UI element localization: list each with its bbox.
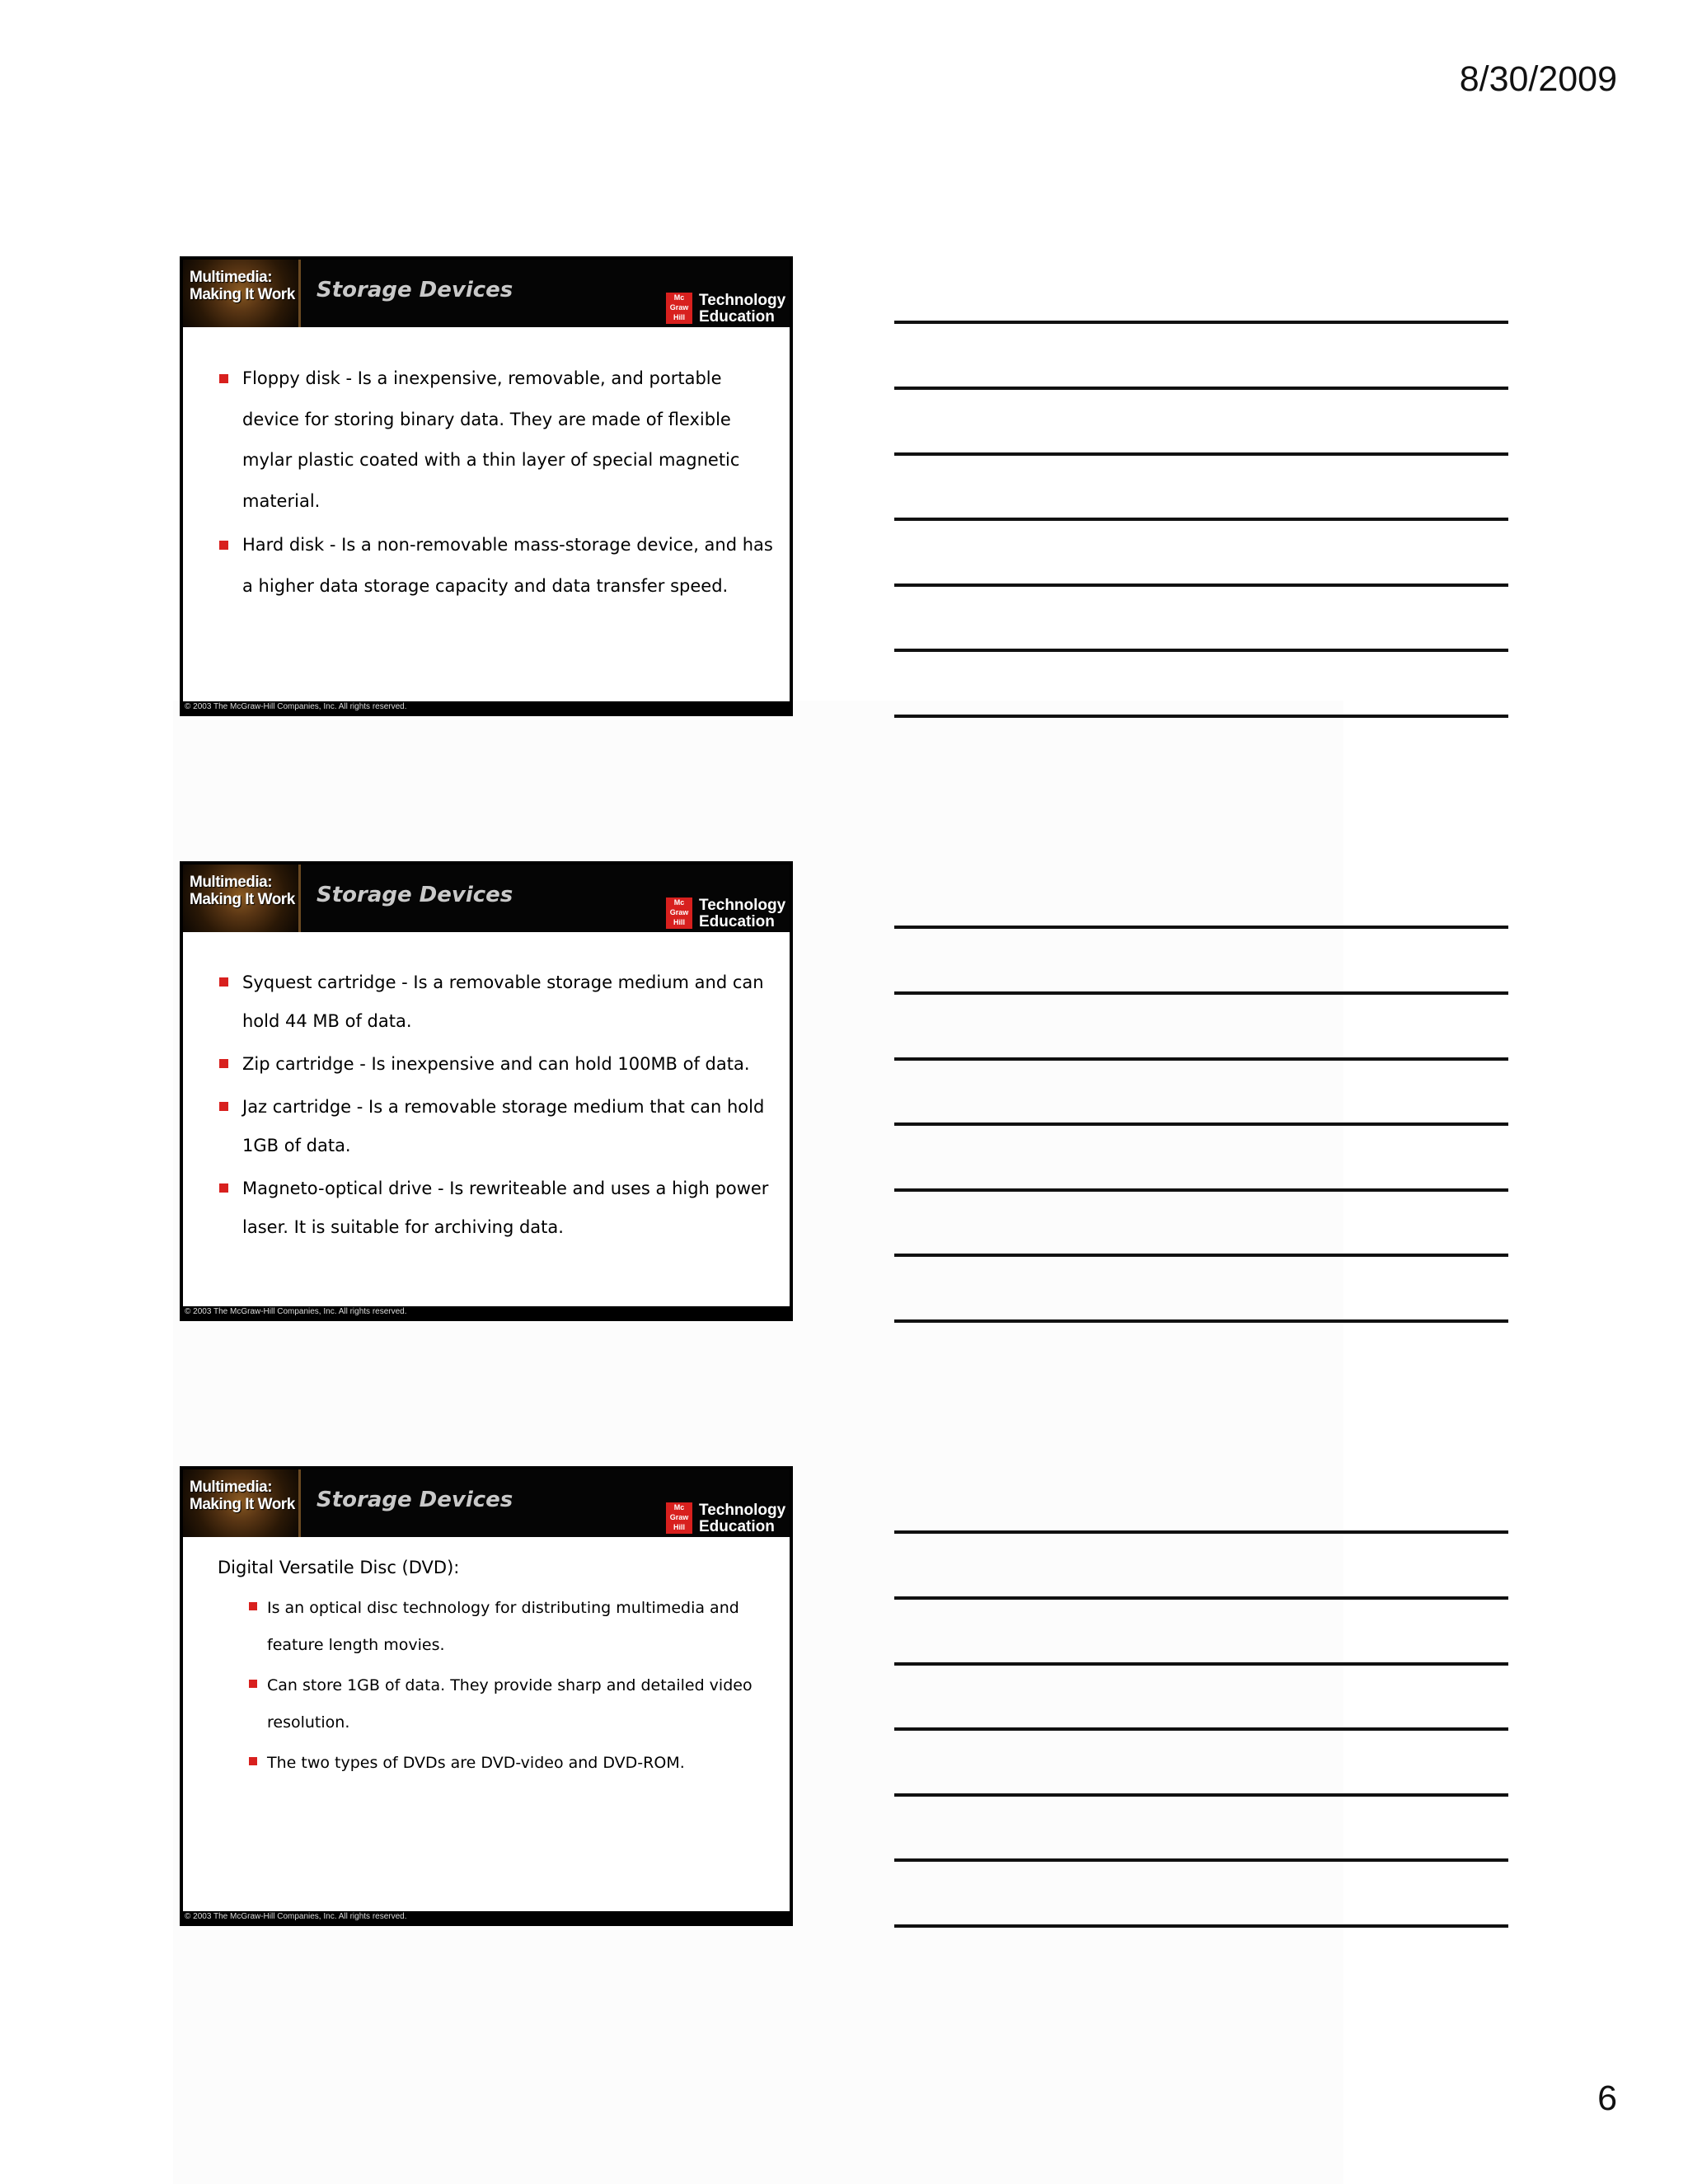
slide-body	[218, 359, 773, 610]
logo-text-line2: Making It Work	[190, 891, 295, 908]
bullet-text: Is an optical disc technology for distributing multimedia and feature length movies.	[267, 1599, 739, 1654]
slide-header	[183, 260, 790, 327]
bullet-square-icon	[219, 374, 228, 383]
note-line	[894, 715, 1508, 718]
logo-text-line1: Multimedia:	[190, 269, 273, 286]
logo-text-line1: Multimedia:	[190, 1479, 273, 1496]
logo-text-line2: Making It Work	[190, 286, 295, 303]
bullet-square-icon	[249, 1680, 257, 1688]
slide-body	[218, 1558, 773, 1785]
publisher-logo	[666, 291, 786, 326]
note-line	[894, 1188, 1508, 1192]
logo-text-line1: Multimedia:	[190, 874, 273, 891]
multimedia-logo	[183, 260, 301, 327]
note-line	[894, 321, 1508, 324]
note-line	[894, 1057, 1508, 1061]
bullet-square-icon	[219, 1059, 228, 1068]
copyright-text: © 2003 The McGraw-Hill Companies, Inc. All rights reserved.	[185, 1307, 407, 1316]
bullet-text: Hard disk - Is a non-removable mass-storage device, and has a higher data storage capacity and data transfer speed.	[242, 535, 773, 596]
bullet-item	[218, 1169, 773, 1247]
publisher-logo	[666, 896, 786, 930]
sub-bullet-item	[218, 1590, 773, 1664]
bullet-item	[218, 1045, 773, 1084]
slide-header	[183, 1469, 790, 1537]
sub-bullet-item	[218, 1745, 773, 1782]
note-line	[894, 518, 1508, 521]
slide-title: Storage Devices	[316, 883, 513, 907]
slide-footer	[183, 1306, 790, 1318]
slide-2	[180, 861, 793, 1321]
publisher-logo	[666, 1501, 786, 1535]
note-line	[894, 1662, 1508, 1666]
publisher-text-line2: Education	[699, 913, 775, 930]
mcgraw-hill-logo-icon: Mc Graw Hill	[666, 898, 692, 929]
slide-header	[183, 865, 790, 932]
publisher-text-line1: Technology	[699, 897, 786, 914]
bullet-text: Jaz cartridge - Is a removable storage medium that can hold 1GB of data.	[242, 1097, 765, 1155]
multimedia-logo	[183, 1469, 301, 1537]
bullet-square-icon	[219, 1102, 228, 1111]
note-line	[894, 926, 1508, 929]
note-line	[894, 649, 1508, 652]
copyright-text: © 2003 The McGraw-Hill Companies, Inc. All rights reserved.	[185, 1912, 407, 1921]
note-line	[894, 387, 1508, 390]
page-number: 6	[1597, 2079, 1617, 2118]
dvd-heading: Digital Versatile Disc (DVD):	[218, 1558, 460, 1577]
bullet-text: Magneto-optical drive - Is rewriteable and uses a high power laser. It is suitable for archiving data.	[242, 1179, 769, 1237]
note-line	[894, 583, 1508, 587]
note-line	[894, 1254, 1508, 1257]
slide-title: Storage Devices	[316, 1488, 513, 1512]
bullet-text: Floppy disk - Is a inexpensive, removable, and portable device for storing binary data. They are made of flexible mylar plastic coated with a thin layer of special magnetic material.	[242, 368, 740, 511]
bullet-square-icon	[219, 977, 228, 987]
note-line	[894, 1596, 1508, 1600]
slide-1	[180, 256, 793, 716]
slide-3	[180, 1466, 793, 1926]
note-line	[894, 1924, 1508, 1928]
page-date: 8/30/2009	[1459, 59, 1617, 99]
note-line	[894, 991, 1508, 995]
slide-footer	[183, 1911, 790, 1923]
bullet-square-icon	[249, 1757, 257, 1765]
note-line	[894, 452, 1508, 456]
publisher-text-line2: Education	[699, 308, 775, 326]
sub-bullet-item	[218, 1667, 773, 1741]
slide-body	[218, 963, 773, 1251]
bullet-item	[218, 525, 773, 607]
bullet-text: Can store 1GB of data. They provide sharp and detailed video resolution.	[267, 1676, 753, 1732]
slide-footer	[183, 701, 790, 713]
bullet-text: The two types of DVDs are DVD-video and DVD-ROM.	[267, 1754, 685, 1772]
logo-text-line2: Making It Work	[190, 1496, 295, 1513]
multimedia-logo	[183, 865, 301, 932]
note-line	[894, 1858, 1508, 1862]
copyright-text: © 2003 The McGraw-Hill Companies, Inc. All rights reserved.	[185, 702, 407, 711]
note-line	[894, 1530, 1508, 1534]
publisher-text-line1: Technology	[699, 292, 786, 309]
note-line	[894, 1727, 1508, 1731]
note-line	[894, 1319, 1508, 1323]
bullet-text: Zip cartridge - Is inexpensive and can hold 100MB of data.	[242, 1054, 750, 1074]
publisher-text-line2: Education	[699, 1518, 775, 1535]
publisher-text-line1: Technology	[699, 1502, 786, 1519]
slide-title: Storage Devices	[316, 278, 513, 302]
bullet-square-icon	[219, 1183, 228, 1193]
bullet-square-icon	[219, 541, 228, 550]
mcgraw-hill-logo-icon: Mc Graw Hill	[666, 1502, 692, 1534]
bullet-text: Syquest cartridge - Is a removable storage medium and can hold 44 MB of data.	[242, 972, 764, 1031]
bullet-square-icon	[249, 1602, 257, 1610]
bullet-item	[218, 963, 773, 1041]
bullet-item	[218, 1088, 773, 1165]
note-line	[894, 1793, 1508, 1797]
bullet-item	[218, 359, 773, 522]
note-line	[894, 1122, 1508, 1126]
mcgraw-hill-logo-icon: Mc Graw Hill	[666, 293, 692, 324]
